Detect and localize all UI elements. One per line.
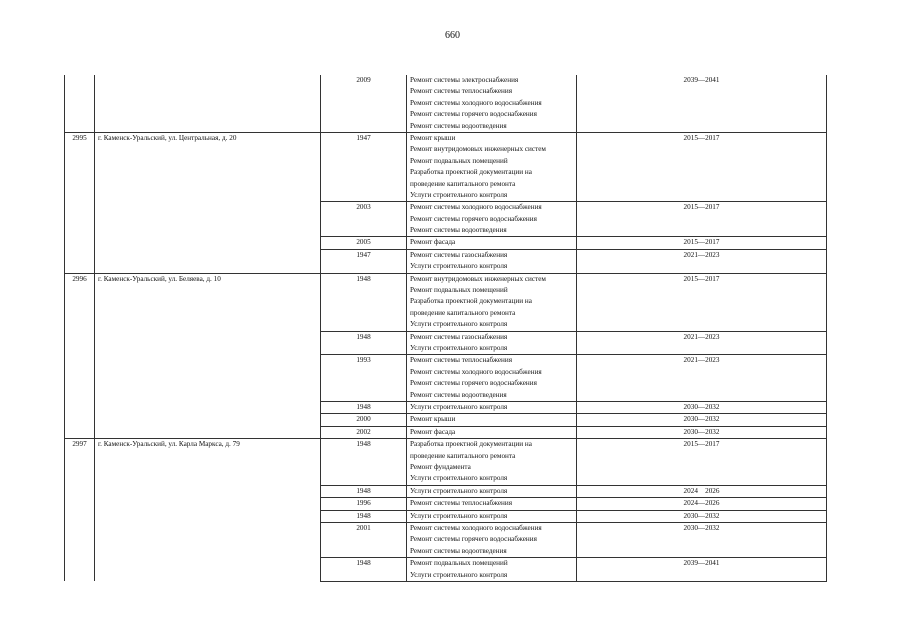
period-cell: 2024—2026 — [577, 498, 827, 510]
work-item: Ремонт системы газоснабжения — [410, 250, 508, 259]
year-cell: 1948 — [321, 401, 407, 413]
period-cell: 2030—2032 — [577, 401, 827, 413]
period-cell: 2030—2032 — [577, 522, 827, 557]
house-number-cell — [65, 75, 95, 132]
work-item: Услуги строительного контроля — [410, 486, 508, 495]
period-cell: 2015—2017 — [577, 273, 827, 331]
year-cell: 1948 — [321, 331, 407, 355]
work-item: Услуги строительного контроля — [410, 511, 508, 520]
work-item: Услуги строительного контроля — [410, 474, 508, 483]
period-cell: 2021—2023 — [577, 331, 827, 355]
work-item: Ремонт внутридомовых инженерных систем — [410, 274, 546, 283]
address-cell: г. Каменск-Уральский, ул. Беляева, д. 10 — [95, 273, 321, 439]
year-cell: 1948 — [321, 485, 407, 497]
year-cell: 2009 — [321, 75, 407, 132]
table-row — [65, 75, 827, 132]
works-cell — [407, 426, 577, 438]
year-cell: 1947 — [321, 132, 407, 201]
work-item: Ремонт системы холодного водоснабжения — [410, 98, 542, 107]
house-number-cell: 2996 — [65, 273, 95, 439]
period-cell: 2015—2017 — [577, 439, 827, 486]
work-item: Ремонт крыши — [410, 133, 456, 142]
works-cell — [407, 249, 577, 273]
period-cell: 2015—2017 — [577, 132, 827, 201]
work-item: Ремонт подвальных помещений — [410, 156, 508, 165]
work-item: Услуги строительного контроля — [410, 402, 508, 411]
work-item: Ремонт системы теплоснабжения — [410, 87, 513, 96]
works-cell — [407, 414, 577, 426]
period-cell: 2039—2041 — [577, 75, 827, 132]
period-cell: 2030—2032 — [577, 426, 827, 438]
period-cell: 2015—2017 — [577, 202, 827, 237]
works-cell — [407, 510, 577, 522]
work-item: Ремонт фасада — [410, 427, 456, 436]
work-item: Ремонт крыши — [410, 415, 456, 424]
works-cell — [407, 401, 577, 413]
work-item: Ремонт системы теплоснабжения — [410, 356, 513, 365]
table-row — [65, 132, 827, 201]
period-cell: 2030—2032 — [577, 414, 827, 426]
work-item: Услуги строительного контроля — [410, 570, 508, 579]
work-item: проведение капитального ремонта — [410, 308, 516, 317]
year-cell: 1947 — [321, 249, 407, 273]
period-cell: 2021—2023 — [577, 249, 827, 273]
works-cell — [407, 132, 577, 201]
works-cell — [407, 498, 577, 510]
period-cell: 2030—2032 — [577, 510, 827, 522]
works-cell — [407, 273, 577, 331]
work-item: Услуги строительного контроля — [410, 190, 508, 199]
works-cell — [407, 558, 577, 582]
work-item: Ремонт системы холодного водоснабжения — [410, 367, 542, 376]
address-cell: г. Каменск-Уральский, ул. Центральная, д. 20 — [95, 132, 321, 273]
year-cell: 2005 — [321, 237, 407, 249]
work-item: Услуги строительного контроля — [410, 262, 508, 271]
work-item: Ремонт подвальных помещений — [410, 286, 508, 295]
work-item: Ремонт системы горячего водоснабжения — [410, 379, 537, 388]
year-cell: 2001 — [321, 522, 407, 557]
work-item: проведение капитального ремонта — [410, 451, 516, 460]
work-item: Ремонт системы холодного водоснабжения — [410, 523, 542, 532]
work-item: Ремонт системы газоснабжения — [410, 332, 508, 341]
year-cell: 1948 — [321, 273, 407, 331]
work-item: Ремонт фасада — [410, 238, 456, 247]
work-item: Ремонт системы водоотведения — [410, 546, 507, 555]
year-cell: 2000 — [321, 414, 407, 426]
year-cell: 2003 — [321, 202, 407, 237]
work-item: Ремонт системы холодного водоснабжения — [410, 203, 542, 212]
works-cell — [407, 202, 577, 237]
work-item: Разработка проектной документации на — [410, 297, 532, 306]
period-cell: 2024 2026 — [577, 485, 827, 497]
work-item: Ремонт внутридомовых инженерных систем — [410, 145, 546, 154]
work-item: проведение капитального ремонта — [410, 179, 516, 188]
work-item: Ремонт системы горячего водоснабжения — [410, 214, 537, 223]
year-cell: 1948 — [321, 558, 407, 582]
work-item: Ремонт системы водоотведения — [410, 390, 507, 399]
work-item: Разработка проектной документации на — [410, 440, 532, 449]
works-cell — [407, 522, 577, 557]
works-cell — [407, 331, 577, 355]
period-cell: 2021—2023 — [577, 355, 827, 402]
works-cell — [407, 75, 577, 132]
capital-repair-table — [64, 75, 827, 582]
table-body — [65, 75, 827, 581]
year-cell: 1948 — [321, 510, 407, 522]
house-number-cell: 2997 — [65, 439, 95, 582]
work-item: Ремонт системы электроснабжения — [410, 76, 519, 84]
period-cell: 2015—2017 — [577, 237, 827, 249]
work-item: Разработка проектной документации на — [410, 168, 532, 177]
work-item: Ремонт подвальных помещений — [410, 559, 508, 568]
period-cell: 2039—2041 — [577, 558, 827, 582]
work-item: Ремонт системы водоотведения — [410, 226, 507, 235]
year-cell: 1993 — [321, 355, 407, 402]
work-item: Ремонт фундамента — [410, 462, 471, 471]
address-cell: г. Каменск-Уральский, ул. Карла Маркса, д. 79 — [95, 439, 321, 582]
work-item: Ремонт системы теплоснабжения — [410, 499, 513, 508]
works-cell — [407, 485, 577, 497]
year-cell: 2002 — [321, 426, 407, 438]
works-cell — [407, 355, 577, 402]
work-item: Услуги строительного контроля — [410, 320, 508, 329]
table-row — [65, 273, 827, 331]
work-item: Ремонт системы горячего водоснабжения — [410, 535, 537, 544]
works-cell — [407, 439, 577, 486]
year-cell: 1996 — [321, 498, 407, 510]
year-cell: 1948 — [321, 439, 407, 486]
table-row — [65, 439, 827, 486]
address-cell — [95, 75, 321, 132]
page-number: 660 — [445, 30, 460, 41]
work-item: Услуги строительного контроля — [410, 344, 508, 352]
house-number-cell: 2995 — [65, 132, 95, 273]
work-item: Ремонт системы водоотведения — [410, 121, 507, 130]
works-cell — [407, 237, 577, 249]
work-item: Ремонт системы горячего водоснабжения — [410, 110, 537, 119]
